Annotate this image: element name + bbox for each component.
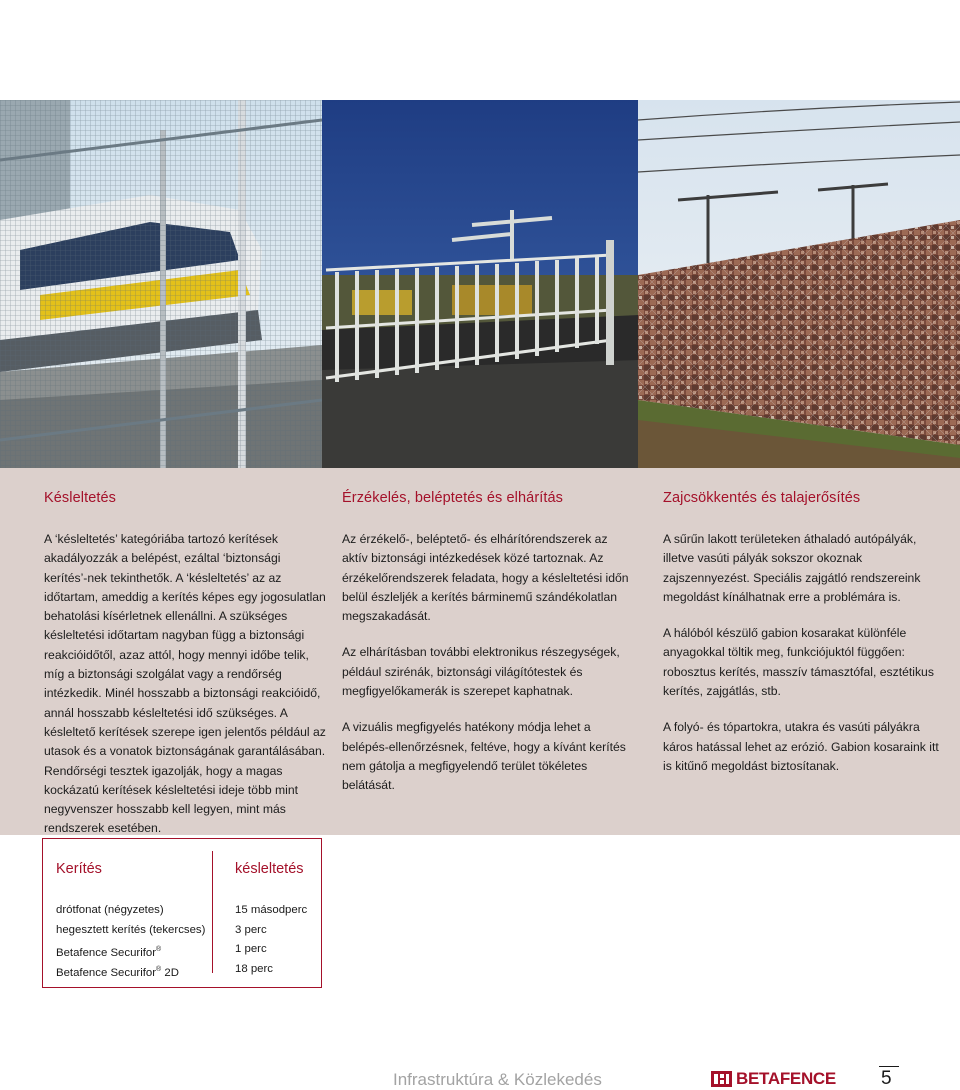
paragraph: A ‘késleltetés’ kategóriába tartozó kerítések akadályozzák a belépést, ezáltal ‘biztonsági kerítés’-nek tekinthetők. A ‘késleltetés’ az az időtartam, ameddig a kerítés képes egy jogosulatlan behatolási kísérletnek ellenállni. A szükséges késleltetési időtartam nagyban függ a biztonsági reakcióidőtől, azaz attól, hogy mennyi időbe telik, míg a biztonsági szolgálat vagy a rendőrség intézkedik. Minél hosszabb a biztonsági reakcióidő, annál hosszabb késleltetési idő szükséges. A késleltető kerítések szerepe igen jelentős például az utasok és a vonatok biztonságának garantálásában. Rendőrségi tesztek igazolják, hogy a magas kockázatú kerítések késleltetési ideje több mint negyvenszer hosszabb kell legyen, mint más rendszerek esetében. xyxy=(44,532,326,836)
heading-delay: Késleltetés xyxy=(44,490,117,506)
table-divider xyxy=(212,851,213,973)
page-number-rule xyxy=(879,1066,899,1067)
betafence-logo xyxy=(711,1069,836,1089)
fence-type: Betafence Securifor xyxy=(56,946,157,959)
photo-train-fence xyxy=(0,100,322,468)
table-delay-column xyxy=(235,901,307,979)
photo-gabion-wall xyxy=(638,100,960,468)
fence-type: hegesztett kerítés (tekercses) xyxy=(56,923,206,936)
column-noise-reduction xyxy=(663,490,939,776)
heading-detection: Érzékelés, beléptetés és elhárítás xyxy=(342,490,564,506)
table-fence-column xyxy=(56,901,205,979)
paragraph: Az érzékelő-, beléptető- és elhárítórendszerek az aktív biztonsági intézkedések közé tartoznak. Az érzékelőrendszerek feladata, hogy a késleltetési időn belül észleljék a kerítés bárminemű szándékolatlan megszakadását. xyxy=(342,532,629,624)
delay-value: 15 másodperc xyxy=(235,904,308,916)
betafence-logo-icon xyxy=(711,1071,732,1087)
delay-value: 3 perc xyxy=(235,923,267,936)
delay-value: 18 perc xyxy=(235,962,273,975)
paragraph: A hálóból készülő gabion kosarakat különféle anyagokkal töltik meg, funkciójuktól függően: robosztus kerítés, masszív támasztófal, esztétikus kerítés, zajgátlás, stb. xyxy=(663,626,934,699)
table-row xyxy=(56,901,205,921)
footer-title: Infrastruktúra & Közlekedés xyxy=(393,1070,602,1089)
registered-mark: ® xyxy=(156,946,162,953)
delay-table xyxy=(42,838,322,988)
table-row xyxy=(56,960,205,980)
paragraph: A sűrűn lakott területeken áthaladó autópályák, illetve vasúti pályák sokszor okoznak zajszennyezést. Speciális zajgátló rendszereink megoldást kínálhatnak erre a problémára is. xyxy=(663,532,921,604)
table-header-delay: késleltetés xyxy=(235,861,304,877)
paragraph: Az elhárításban további elektronikus részegységek, például szirénák, biztonsági világítótestek és megfigyelőkamerák is szerepet kaphatnak. xyxy=(342,645,620,699)
page-number: 5 xyxy=(881,1068,892,1089)
paragraph: A vizuális megfigyelés hatékony módja lehet a belépés-ellenőrzésnek, feltéve, hogy a kívánt kerítés nem gátolja a megfigyelendő terület tökéletes belátását. xyxy=(342,720,626,793)
paragraph: A folyó- és tópartokra, utakra és vasúti pályákra káros hatással lehet az erózió. Gabion kosaraink itt is kitűnő megoldást biztosítanak. xyxy=(663,720,939,773)
fence-type: Betafence Securifor xyxy=(56,966,157,979)
table-row xyxy=(56,940,205,960)
column-detection xyxy=(342,490,632,796)
column-delay xyxy=(44,490,326,839)
fence-type: drótfonat (négyzetes) xyxy=(56,904,164,916)
delay-value: 1 perc xyxy=(235,943,267,955)
table-row xyxy=(56,921,205,941)
photo-gate-fence xyxy=(322,100,638,468)
heading-noise-reduction: Zajcsökkentés és talajerősítés xyxy=(663,490,861,506)
registered-mark: ® xyxy=(156,965,162,973)
fence-type-suffix: 2D xyxy=(161,966,179,979)
brand-name: BETAFENCE xyxy=(736,1069,836,1088)
table-header-fence: Kerítés xyxy=(56,861,102,877)
